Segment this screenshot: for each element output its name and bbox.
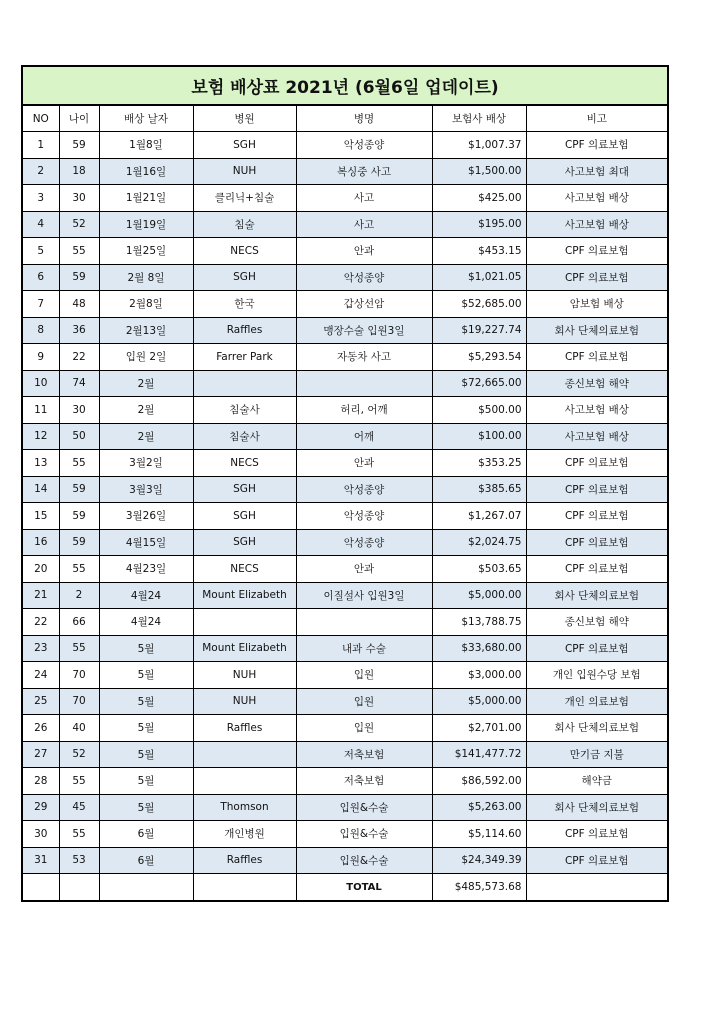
col-header-amount: 보험사 배상: [432, 105, 526, 132]
table-row: [22, 344, 668, 371]
cell-illness: 맹장수술 입원3일: [296, 317, 432, 344]
table-row: [22, 556, 668, 583]
cell-amount: $353.25: [432, 450, 526, 477]
cell-no: 6: [22, 264, 59, 291]
cell-date: 3월3일: [99, 476, 193, 503]
cell-age: 74: [59, 370, 99, 397]
cell-hospital: SGH: [193, 476, 296, 503]
total-amount: $485,573.68: [432, 874, 526, 902]
cell-note: CPF 의료보험: [526, 238, 668, 265]
cell-date: 5월: [99, 715, 193, 742]
cell-amount: $1,021.05: [432, 264, 526, 291]
cell-hospital: NUH: [193, 662, 296, 689]
cell-date: 3월2일: [99, 450, 193, 477]
table-row: [22, 317, 668, 344]
cell-hospital: 한국: [193, 291, 296, 318]
cell-note: CPF 의료보험: [526, 450, 668, 477]
cell-no: 24: [22, 662, 59, 689]
cell-note: CPF 의료보험: [526, 556, 668, 583]
cell-illness: 안과: [296, 238, 432, 265]
cell-age: 52: [59, 741, 99, 768]
cell-hospital: NUH: [193, 158, 296, 185]
cell-hospital: Mount Elizabeth: [193, 635, 296, 662]
cell-date: 5월: [99, 794, 193, 821]
cell-hospital: 침술사: [193, 397, 296, 424]
cell-amount: $5,000.00: [432, 582, 526, 609]
cell-date: 4월23일: [99, 556, 193, 583]
table-row: [22, 847, 668, 874]
cell-hospital: SGH: [193, 503, 296, 530]
total-empty-cell: [193, 874, 296, 902]
table-row: [22, 662, 668, 689]
cell-amount: $425.00: [432, 185, 526, 212]
cell-hospital: NECS: [193, 556, 296, 583]
cell-date: 4월15일: [99, 529, 193, 556]
cell-no: 3: [22, 185, 59, 212]
table-row: [22, 688, 668, 715]
cell-hospital: SGH: [193, 529, 296, 556]
cell-no: 2: [22, 158, 59, 185]
cell-no: 1: [22, 132, 59, 159]
col-header-illness: 병명: [296, 105, 432, 132]
table-row: [22, 794, 668, 821]
cell-no: 27: [22, 741, 59, 768]
cell-age: 55: [59, 768, 99, 795]
cell-amount: $500.00: [432, 397, 526, 424]
cell-amount: $72,665.00: [432, 370, 526, 397]
cell-no: 11: [22, 397, 59, 424]
cell-no: 20: [22, 556, 59, 583]
cell-no: 26: [22, 715, 59, 742]
cell-amount: $1,500.00: [432, 158, 526, 185]
header-row: [22, 105, 668, 132]
cell-note: 사고보험 배상: [526, 211, 668, 238]
table-row: [22, 158, 668, 185]
cell-illness: 사고: [296, 185, 432, 212]
cell-age: 55: [59, 821, 99, 848]
col-header-date: 배상 날자: [99, 105, 193, 132]
cell-illness: 안과: [296, 556, 432, 583]
cell-illness: 입원: [296, 662, 432, 689]
cell-note: CPF 의료보험: [526, 132, 668, 159]
cell-note: 종신보험 해약: [526, 609, 668, 636]
table-row: [22, 132, 668, 159]
cell-note: 사고보험 배상: [526, 397, 668, 424]
cell-amount: $2,701.00: [432, 715, 526, 742]
cell-hospital: Thomson: [193, 794, 296, 821]
total-empty-cell: [99, 874, 193, 902]
cell-date: 6월: [99, 821, 193, 848]
table-row: [22, 821, 668, 848]
cell-no: 10: [22, 370, 59, 397]
cell-amount: $24,349.39: [432, 847, 526, 874]
cell-amount: $5,114.60: [432, 821, 526, 848]
cell-amount: $1,267.07: [432, 503, 526, 530]
cell-date: 6월: [99, 847, 193, 874]
cell-illness: 복싱중 사고: [296, 158, 432, 185]
cell-note: CPF 의료보험: [526, 847, 668, 874]
cell-hospital: 침술사: [193, 423, 296, 450]
cell-note: 개인 의료보험: [526, 688, 668, 715]
cell-illness: 입원&수술: [296, 847, 432, 874]
table-row: [22, 715, 668, 742]
cell-date: 5월: [99, 688, 193, 715]
cell-note: 회사 단체의료보험: [526, 317, 668, 344]
cell-note: 회사 단체의료보험: [526, 582, 668, 609]
cell-note: CPF 의료보험: [526, 529, 668, 556]
table-row: [22, 370, 668, 397]
cell-no: 5: [22, 238, 59, 265]
cell-date: 5월: [99, 635, 193, 662]
cell-age: 48: [59, 291, 99, 318]
cell-illness: 악성종양: [296, 476, 432, 503]
cell-hospital: NECS: [193, 238, 296, 265]
cell-amount: $453.15: [432, 238, 526, 265]
cell-date: 1월21일: [99, 185, 193, 212]
cell-age: 55: [59, 556, 99, 583]
cell-no: 13: [22, 450, 59, 477]
cell-illness: 악성종양: [296, 132, 432, 159]
table-row: [22, 423, 668, 450]
cell-date: 5월: [99, 662, 193, 689]
cell-no: 25: [22, 688, 59, 715]
cell-note: 사고보험 배상: [526, 185, 668, 212]
cell-note: CPF 의료보험: [526, 635, 668, 662]
table-row: [22, 741, 668, 768]
cell-illness: [296, 609, 432, 636]
cell-note: 만기금 지불: [526, 741, 668, 768]
cell-hospital: Raffles: [193, 317, 296, 344]
cell-hospital: [193, 741, 296, 768]
cell-hospital: NUH: [193, 688, 296, 715]
cell-age: 55: [59, 238, 99, 265]
cell-age: 18: [59, 158, 99, 185]
table-row: [22, 450, 668, 477]
total-label: TOTAL: [296, 874, 432, 902]
cell-amount: $385.65: [432, 476, 526, 503]
cell-age: 50: [59, 423, 99, 450]
cell-note: CPF 의료보험: [526, 344, 668, 371]
cell-note: CPF 의료보험: [526, 476, 668, 503]
cell-age: 30: [59, 185, 99, 212]
cell-date: 2월: [99, 370, 193, 397]
cell-note: 회사 단체의료보험: [526, 715, 668, 742]
cell-no: 15: [22, 503, 59, 530]
cell-no: 23: [22, 635, 59, 662]
cell-amount: $33,680.00: [432, 635, 526, 662]
cell-amount: $5,293.54: [432, 344, 526, 371]
cell-date: 1월16일: [99, 158, 193, 185]
table-row: [22, 211, 668, 238]
cell-amount: $86,592.00: [432, 768, 526, 795]
cell-illness: [296, 370, 432, 397]
cell-hospital: [193, 609, 296, 636]
table-row: [22, 582, 668, 609]
cell-age: 70: [59, 662, 99, 689]
cell-illness: 입원&수술: [296, 794, 432, 821]
col-header-note: 비고: [526, 105, 668, 132]
cell-age: 70: [59, 688, 99, 715]
cell-no: 4: [22, 211, 59, 238]
cell-hospital: Raffles: [193, 715, 296, 742]
sheet-title: 보험 배상표 2021년 (6월6일 업데이트): [22, 66, 668, 105]
cell-amount: $1,007.37: [432, 132, 526, 159]
col-header-age: 나이: [59, 105, 99, 132]
cell-note: 해약금: [526, 768, 668, 795]
cell-age: 59: [59, 132, 99, 159]
cell-amount: $52,685.00: [432, 291, 526, 318]
cell-no: 21: [22, 582, 59, 609]
table-row: [22, 529, 668, 556]
cell-note: 종신보험 해약: [526, 370, 668, 397]
cell-age: 45: [59, 794, 99, 821]
total-empty-cell: [22, 874, 59, 902]
cell-no: 12: [22, 423, 59, 450]
cell-age: 36: [59, 317, 99, 344]
col-header-no: NO: [22, 105, 59, 132]
cell-illness: 악성종양: [296, 529, 432, 556]
cell-date: 2월: [99, 397, 193, 424]
cell-note: CPF 의료보험: [526, 821, 668, 848]
cell-note: 사고보험 배상: [526, 423, 668, 450]
cell-no: 9: [22, 344, 59, 371]
cell-age: 59: [59, 264, 99, 291]
table-row: [22, 291, 668, 318]
cell-no: 8: [22, 317, 59, 344]
table-row: [22, 635, 668, 662]
cell-age: 66: [59, 609, 99, 636]
cell-amount: $503.65: [432, 556, 526, 583]
cell-age: 59: [59, 529, 99, 556]
cell-illness: 악성종양: [296, 264, 432, 291]
cell-illness: 어깨: [296, 423, 432, 450]
cell-date: 3월26일: [99, 503, 193, 530]
cell-amount: $5,000.00: [432, 688, 526, 715]
cell-age: 59: [59, 476, 99, 503]
cell-age: 30: [59, 397, 99, 424]
cell-note: 사고보험 최대: [526, 158, 668, 185]
cell-no: 22: [22, 609, 59, 636]
cell-hospital: [193, 768, 296, 795]
cell-amount: $195.00: [432, 211, 526, 238]
cell-note: 암보험 배상: [526, 291, 668, 318]
cell-amount: $141,477.72: [432, 741, 526, 768]
cell-illness: 입원: [296, 688, 432, 715]
insurance-claims-table: [21, 65, 669, 902]
cell-no: 14: [22, 476, 59, 503]
cell-illness: 허리, 어깨: [296, 397, 432, 424]
cell-illness: 이질설사 입원3일: [296, 582, 432, 609]
cell-age: 55: [59, 450, 99, 477]
cell-age: 22: [59, 344, 99, 371]
cell-illness: 입원&수술: [296, 821, 432, 848]
cell-illness: 저축보험: [296, 768, 432, 795]
cell-date: 4월24: [99, 609, 193, 636]
col-header-hospital: 병원: [193, 105, 296, 132]
cell-hospital: NECS: [193, 450, 296, 477]
cell-date: 입원 2일: [99, 344, 193, 371]
cell-date: 5월: [99, 768, 193, 795]
cell-hospital: SGH: [193, 264, 296, 291]
table-row: [22, 185, 668, 212]
cell-note: 개인 입원수당 보험: [526, 662, 668, 689]
table-row: [22, 609, 668, 636]
total-row: [22, 874, 668, 902]
cell-no: 29: [22, 794, 59, 821]
total-empty-cell: [59, 874, 99, 902]
table-row: [22, 238, 668, 265]
table-row: [22, 476, 668, 503]
cell-age: 52: [59, 211, 99, 238]
cell-amount: $3,000.00: [432, 662, 526, 689]
cell-date: 1월8일: [99, 132, 193, 159]
cell-no: 16: [22, 529, 59, 556]
cell-no: 30: [22, 821, 59, 848]
cell-illness: 저축보험: [296, 741, 432, 768]
cell-no: 31: [22, 847, 59, 874]
cell-date: 1월25일: [99, 238, 193, 265]
cell-hospital: SGH: [193, 132, 296, 159]
cell-date: 2월 8일: [99, 264, 193, 291]
cell-illness: 입원: [296, 715, 432, 742]
cell-date: 4월24: [99, 582, 193, 609]
cell-illness: 사고: [296, 211, 432, 238]
table-row: [22, 768, 668, 795]
cell-date: 1월19일: [99, 211, 193, 238]
cell-illness: 자동차 사고: [296, 344, 432, 371]
cell-hospital: 침술: [193, 211, 296, 238]
cell-hospital: 개인병원: [193, 821, 296, 848]
total-empty-cell: [526, 874, 668, 902]
cell-age: 59: [59, 503, 99, 530]
cell-note: 회사 단체의료보험: [526, 794, 668, 821]
cell-illness: 악성종양: [296, 503, 432, 530]
table-row: [22, 397, 668, 424]
cell-illness: 갑상선암: [296, 291, 432, 318]
cell-age: 40: [59, 715, 99, 742]
cell-date: 2월: [99, 423, 193, 450]
cell-age: 55: [59, 635, 99, 662]
cell-hospital: Farrer Park: [193, 344, 296, 371]
cell-hospital: Mount Elizabeth: [193, 582, 296, 609]
cell-amount: $100.00: [432, 423, 526, 450]
cell-note: CPF 의료보험: [526, 503, 668, 530]
cell-amount: $5,263.00: [432, 794, 526, 821]
cell-date: 5월: [99, 741, 193, 768]
cell-hospital: 클리닉+침술: [193, 185, 296, 212]
cell-illness: 안과: [296, 450, 432, 477]
cell-amount: $19,227.74: [432, 317, 526, 344]
cell-date: 2월8일: [99, 291, 193, 318]
cell-amount: $13,788.75: [432, 609, 526, 636]
table-row: [22, 503, 668, 530]
cell-note: CPF 의료보험: [526, 264, 668, 291]
cell-illness: 내과 수술: [296, 635, 432, 662]
cell-date: 2월13일: [99, 317, 193, 344]
table-row: [22, 264, 668, 291]
cell-age: 53: [59, 847, 99, 874]
cell-no: 7: [22, 291, 59, 318]
cell-hospital: [193, 370, 296, 397]
cell-no: 28: [22, 768, 59, 795]
cell-amount: $2,024.75: [432, 529, 526, 556]
cell-hospital: Raffles: [193, 847, 296, 874]
cell-age: 2: [59, 582, 99, 609]
